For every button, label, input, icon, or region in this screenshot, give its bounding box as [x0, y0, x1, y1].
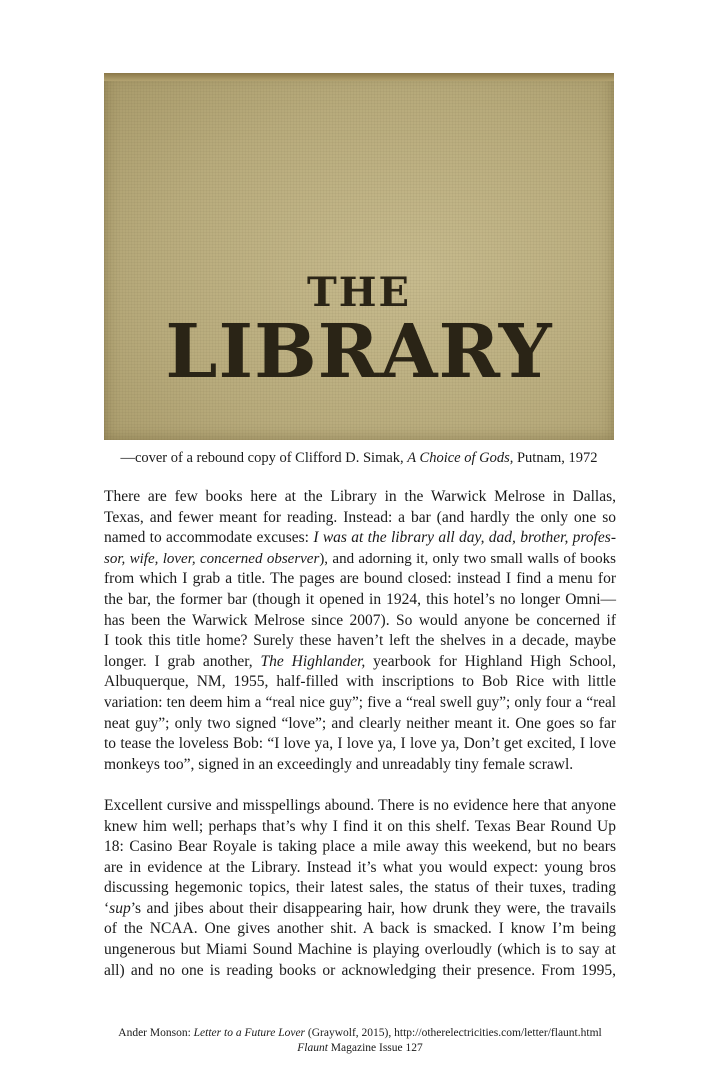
- cover-title-the: THE: [306, 269, 412, 316]
- text-line: Albuquerque, NM, 1955, half-filled with inscriptions to Bob Rice with little: [104, 673, 616, 691]
- text-span: longer. I grab another,: [104, 652, 261, 670]
- footer-magazine: [104, 1041, 616, 1056]
- cover-title: [104, 269, 614, 395]
- text-line: [104, 899, 616, 920]
- paragraph-1: [104, 487, 616, 775]
- footer-issue: Magazine Issue 127: [327, 1042, 423, 1054]
- text-line: to tease the loveless Bob: “I love ya, I love ya, I love ya, Don’t get excited, I love: [104, 735, 616, 753]
- italic-span: sor, wife, lover, concerned observer: [104, 550, 320, 567]
- footer-author: Ander Monson:: [118, 1027, 194, 1039]
- text-span: ‘: [104, 899, 110, 917]
- book-cover-image: [104, 73, 614, 440]
- text-line: are in evidence at the Library. Instead it’s what you would expect: young bros: [104, 858, 616, 876]
- text-line: knew him well; perhaps that’s why I find it on this shelf. Texas Bear Round Up: [104, 817, 616, 835]
- text-line: neat guy”; only two signed “love”; and clearly neither meant it. One goes so far: [104, 714, 616, 732]
- text-span: yearbook for Highland High School,: [365, 652, 616, 670]
- text-line: [104, 652, 616, 673]
- text-line: [104, 549, 616, 570]
- article-body: [104, 487, 616, 981]
- image-caption: [104, 448, 614, 468]
- text-line: ungenerous but Miami Sound Machine is playing overloudly (which is to say at: [104, 941, 616, 959]
- footer-source: (Graywolf, 2015), http://otherelectricities.com/letter/flaunt.html: [305, 1027, 602, 1039]
- cover-title-library: LIBRARY: [165, 309, 553, 395]
- caption-prefix: —cover of a rebound copy of Clifford D. Simak,: [120, 450, 408, 466]
- paragraph-gap: [104, 775, 616, 796]
- text-line: discussing hegemonic topics, their latest sales, the status of their tuxes, trading: [104, 879, 616, 897]
- text-line: There are few books here at the Library in the Warwick Melrose in Dallas,: [104, 488, 616, 505]
- text-line: 18: Casino Bear Royale is taking place a mile away this weekend, but no bears: [104, 838, 616, 856]
- footer-book-title: Letter to a Future Lover: [193, 1027, 306, 1039]
- text-span: named to accommodate excuses:: [104, 529, 314, 547]
- text-line: from which I grab a title. The pages are bound closed: instead I find a menu for: [104, 570, 616, 588]
- text-span: ), and adorning it, only two small walls of books: [319, 550, 617, 567]
- caption-book-title: A Choice of Gods,: [407, 450, 514, 466]
- text-line: all) and no one is reading books or acknowledging their presence. From 1995,: [104, 961, 616, 979]
- footer-citation: [104, 1026, 616, 1041]
- text-line: Excellent cursive and misspellings abound. There is no evidence here that anyone: [104, 796, 616, 814]
- text-line: I took this title home? Surely these haven’t left the shelves in a decade, maybe: [104, 632, 616, 650]
- page-footer: [104, 1026, 616, 1056]
- footer-magazine-name: Flaunt: [297, 1042, 328, 1054]
- italic-span: The Highlander,: [260, 652, 366, 670]
- paragraph-2: [104, 796, 616, 981]
- text-line: [104, 528, 616, 549]
- text-line: monkeys too”, signed in an exceedingly and unreadably tiny female scrawl.: [104, 755, 574, 773]
- italic-span: sup: [109, 899, 131, 917]
- text-line: has been the Warwick Melrose since 2007). So would anyone be concerned if: [104, 611, 616, 629]
- italic-span: I was at the library all day, dad, brother, profes-: [313, 529, 616, 547]
- caption-suffix: Putnam, 1972: [513, 450, 598, 466]
- text-line: the bar, the former bar (though it opened in 1924, this hotel’s no longer Omni—: [104, 590, 616, 608]
- text-line: variation: ten deem him a “real nice guy”; five a “real swell guy”; only four a “real: [104, 693, 616, 711]
- text-line: of the NCAA. One gives another shit. A back is smacked. I know I’m being: [104, 920, 616, 938]
- text-line: Texas, and fewer meant for reading. Instead: a bar (and hardly the only one so: [104, 508, 616, 526]
- text-span: ’s and jibes about their disappearing hair, how drunk they were, the travails: [130, 899, 616, 917]
